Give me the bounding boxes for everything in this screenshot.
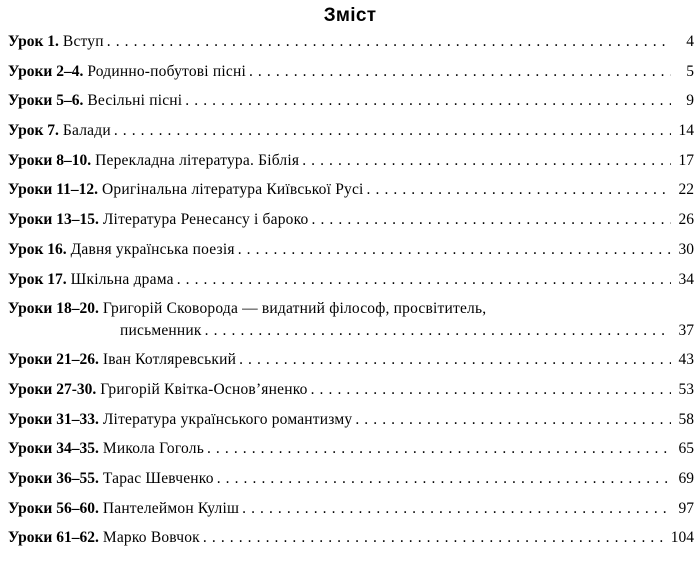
- page-number: 9: [686, 92, 694, 110]
- toc-entry: [8, 470, 694, 500]
- page-number: 14: [678, 122, 694, 140]
- toc-entry: [8, 241, 694, 271]
- lesson-title: Давня українська поезія: [70, 240, 235, 258]
- lesson-title: Григорій Сковорода — видатний філософ, просвітитель,: [102, 300, 487, 318]
- lesson-label: Уроки 21–26.: [8, 351, 99, 369]
- lesson-label: Уроки 13–15.: [8, 211, 99, 229]
- dot-leader: [114, 122, 671, 140]
- lesson-label: Урок 1.: [8, 33, 59, 50]
- lesson-label: Уроки 31–33.: [8, 410, 99, 428]
- lesson-label: Уроки 56–60.: [8, 499, 99, 517]
- toc-entry: [8, 33, 694, 63]
- dot-leader: [238, 241, 671, 259]
- page-number: 37: [678, 322, 694, 340]
- page-number: 43: [678, 351, 694, 369]
- toc-entry: [8, 92, 694, 122]
- toc-entry: [8, 440, 694, 470]
- dot-leader: [217, 470, 671, 488]
- page-number: 104: [670, 529, 694, 547]
- toc-entry: [8, 181, 694, 211]
- lesson-label: Урок 16.: [8, 240, 67, 258]
- lesson-title: Балади: [62, 122, 111, 140]
- page-number: 17: [678, 151, 694, 169]
- page-number: 53: [678, 380, 694, 398]
- lesson-title-continued: письменник: [120, 322, 202, 340]
- page-number: 22: [678, 181, 694, 199]
- toc-entry: [8, 411, 694, 441]
- dot-leader: [107, 33, 671, 51]
- lesson-label: Уроки 11–12.: [8, 181, 98, 199]
- toc-entry: [8, 63, 694, 93]
- page-number: 4: [686, 33, 694, 50]
- dot-leader: [311, 381, 671, 399]
- lesson-title: Оригінальна література Київської Русі: [101, 181, 364, 199]
- lesson-label: Уроки 27-30.: [8, 380, 97, 398]
- lesson-title: Григорій Квітка-Основ’яненко: [100, 380, 308, 398]
- lesson-label: Урок 7.: [8, 122, 59, 140]
- lesson-title: Література українського романтизму: [102, 410, 353, 428]
- page-number: 65: [678, 440, 694, 458]
- lesson-label: Уроки 34–35.: [8, 440, 99, 458]
- toc-entry: [8, 211, 694, 241]
- dot-leader: [177, 271, 671, 289]
- lesson-title: Вступ: [62, 33, 104, 50]
- page-number: 34: [678, 270, 694, 288]
- lesson-title: Марко Вовчок: [102, 529, 200, 547]
- lesson-title: Шкільна драма: [70, 270, 174, 288]
- dot-leader: [242, 500, 671, 518]
- dot-leader: [355, 411, 671, 429]
- toc-entry: [8, 500, 694, 530]
- dot-leader: [207, 440, 671, 458]
- dot-leader: [239, 351, 671, 369]
- table-of-contents: [8, 33, 694, 559]
- toc-entry: [8, 529, 694, 559]
- lesson-title: Весільні пісні: [87, 92, 183, 110]
- toc-entry: [8, 152, 694, 182]
- page-number: 58: [678, 410, 694, 428]
- lesson-label: Уроки 2–4.: [8, 62, 84, 80]
- lesson-label: Уроки 36–55.: [8, 469, 99, 487]
- dot-leader: [302, 152, 671, 170]
- lesson-title: Родинно-побутові пісні: [87, 62, 246, 80]
- toc-entry: [8, 300, 694, 351]
- lesson-title: Література Ренесансу і бароко: [102, 211, 309, 229]
- toc-entry: [8, 271, 694, 301]
- page-number: 97: [678, 499, 694, 517]
- dot-leader: [185, 92, 671, 110]
- lesson-label: Уроки 61–62.: [8, 529, 99, 547]
- toc-entry: [8, 351, 694, 381]
- lesson-label: Уроки 5–6.: [8, 92, 84, 110]
- page-title: Зміст: [323, 5, 377, 26]
- toc-entry: [8, 381, 694, 411]
- page-number: 5: [686, 62, 694, 80]
- lesson-title: Микола Гоголь: [102, 440, 204, 458]
- lesson-label: Уроки 8–10.: [8, 151, 92, 169]
- dot-leader: [367, 181, 671, 199]
- page-number: 26: [678, 211, 694, 229]
- lesson-title: Іван Котляревський: [102, 351, 237, 369]
- lesson-title: Перекладна література. Біблія: [95, 151, 300, 169]
- toc-entry: [8, 122, 694, 152]
- lesson-title: Пантелеймон Куліш: [102, 499, 240, 517]
- dot-leader: [249, 63, 671, 81]
- dot-leader: [312, 211, 671, 229]
- dot-leader: [203, 529, 668, 547]
- lesson-title: Тарас Шевченко: [102, 469, 214, 487]
- page-number: 69: [678, 469, 694, 487]
- dot-leader: [205, 322, 671, 340]
- page-number: 30: [678, 240, 694, 258]
- lesson-label: Уроки 18–20.: [8, 300, 99, 318]
- lesson-label: Урок 17.: [8, 270, 67, 288]
